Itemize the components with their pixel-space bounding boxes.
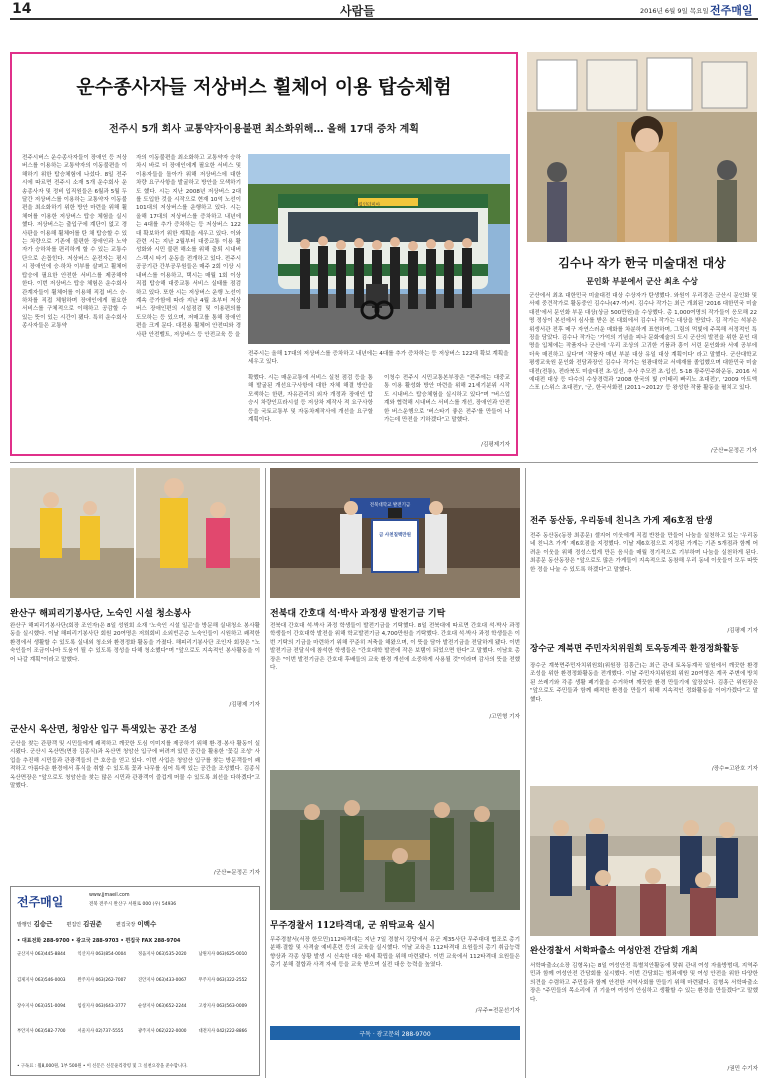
bureau-entry: 순창지사 063)652-2244 xyxy=(138,1003,187,1009)
page-number: 14 xyxy=(12,1,32,17)
bureau-grid xyxy=(17,951,255,1051)
jangsu-body: 장수군 계북면주민자치위원회(위원장 김흥근)는 최근 관내 토옥동계곡 일원에서 깨끗한 환경조성을 위한 환경정화활동을 전개했다. 이날 주민자치위원회 위원 20여명은 계곡 주변에 방치된 쓰레기와 각종 생활 폐기물을 수거하며 깨끗한 환경 만들기에 앞장섰다. 김흥근 위원장은 "앞으로도 주민들과 함께 쾌적한 환경을 만들기 위해 지속적인 정화활동을 이어가겠다"고 말했다. xyxy=(530,663,758,703)
publisher-name: 김승근 xyxy=(33,920,53,928)
bureau-entry: 김제지사 063)546-0003 xyxy=(17,977,66,983)
lead-byline: /김평제기자 xyxy=(481,442,510,448)
seohak-photo xyxy=(530,786,758,936)
military-body: 무주경찰서(서장 한모민)112타격대는 지난 7일 경찰서 강당에서 유군 제35사단 무주대대 협조로 총기 분해·결합 및 사격술 예비훈련 등의 교육을 실시했다. 이날 교육은 112타격대 요원들의 총기 취급능력 향상과 각종 상황 발생 시 신속한 대응 태세 확립을 위해 마련됐다. 이번 교육에서 112타격대 요원들은 총기 분해 결합과 사격 자세 등을 교육 받으며 실전 대응 능력을 높였다. xyxy=(270,937,520,969)
masthead-site: www.jjmaeil.com xyxy=(89,893,130,898)
bureau-entry: 대전지사 042)222-8866 xyxy=(198,1029,248,1035)
jangsu-byline: /장수=고완호 기자 xyxy=(711,766,758,772)
shop-title: 전주 동산동, 우리동네 친니츠 가게 제6호점 탄생 xyxy=(530,516,713,526)
gunsan-byline: /군산=문정곤 기자 xyxy=(213,870,260,876)
section-name: 사람들 xyxy=(340,4,375,18)
jbnu-banner-sub: 금 사천칠백만원 xyxy=(379,533,411,538)
gunsan-title: 군산시 옥산면, 청암산 입구 특색있는 공간 조성 xyxy=(10,725,198,735)
page-header xyxy=(10,0,758,20)
subscribe-text: 구독 · 광고문의 288-9700 xyxy=(359,1031,431,1038)
chief-name: 이백수 xyxy=(137,920,157,928)
editor-name: 김권준 xyxy=(83,920,102,928)
volunteer-body: 완산구 해피리기봉사단(회장 조인자)은 8일 성원회 소재 '노숙인 시설 일곤'을 방문해 실내청소 봉사활동을 실시했다. 이날 해피리기봉사단 회원 20여명은 저희회비 소외빈곤층 노숙인들이 시원하고 쾌적한 환경에서 생활할 수 있도록 실내외 청소와 환경정화 활동을 가졌다. 해피리기봉사단 조인자 회장은 "노숙인들이 조금이나마 도움이 될 수 있도록 정성을 다해 청소했다"며 "앞으로도 지속적인 봉사활동을 이어 나갈 계획"이라고 말했다. xyxy=(10,623,260,663)
jbnu-banner-text: 전북대학교 발전기금 xyxy=(369,503,411,508)
lead-subtitle: 전주시 5개 회사 교통약자이용불편 최소화위해… 올해 17대 증차 계획 xyxy=(109,124,419,135)
rule-v2 xyxy=(525,468,526,1078)
rule-h1 xyxy=(10,462,758,463)
volunteer-byline: /김평제 기자 xyxy=(229,702,260,708)
jbnu-photo xyxy=(270,468,520,598)
volunteer-photo xyxy=(10,468,260,598)
lead-title: 운수종사자들 저상버스 휠체어 이용 탑승체험 xyxy=(76,76,452,98)
bureau-entry: 익산지사 063)854-0004 xyxy=(77,952,127,957)
seohak-title: 완산경찰서 서학파출소 여성안전 간담회 개최 xyxy=(530,946,698,956)
jangsu-title: 장수군 계북면 주민자치위원회 토옥동계곡 환경정화활동 xyxy=(530,644,739,654)
seohak-byline: /권민 수기자 xyxy=(727,1066,758,1072)
art-title: 김수나 작가 한국 미술대전 대상 xyxy=(558,256,726,270)
bureau-entry: 부안지사 063)582-7700 xyxy=(17,1029,66,1035)
lead-col-1: 전주시버스 운수종사자들이 장애인 등 저상버스를 이용하는 교통약자의 이동불편을 이해하기 위한 탑승체험에 나섰다. 8일 전주시에 따르면 전주시 소재 5개 운수회사 운송종사자 및 정비 입직원들은 6월과 5월 두 달간 저상버스를 이용하는 교통약자 이동불편을 최소화하기 위한 방안 마련을 위해 휠체어를 이용한 저상버스 탑승 체험을 실시했다. 저상버스는 출입구에 계단이 없고 경사판을 이용해 휠체어를 탄 채 탑승할 수 있는 차량으로 기존에 불편한 장애인과 노약자가 승하차를 편리하게 할 수 있는 교통수단으로 손꼽힌다. 저상버스 운전자는 평시 시 장애인에 승·하차 이부를 살펴고 휠체어 탑승에 필요한 안전한 서비스를 제공해야 한다. 이번 저상버스 탑승 체험은 운수회사 관계자들이 휠체어를 이용해 직접 버스 승·하차를 직접 체험하며 장애인에게 필요한 서비스를 구체적으로 이해하고 공감할 수 있는 뜻이 있는 시간이 됐다. 특히 운수회사 종사자들은 교통약 xyxy=(22,155,127,330)
jbnu-byline: /고민형 기자 xyxy=(489,714,520,720)
issue-date: 2016년 6월 9일 목요일 xyxy=(640,7,709,15)
masthead-staff xyxy=(17,919,255,933)
paper-name: 전주매일 xyxy=(710,4,753,17)
military-title: 무주경찰서 112타격대, 군 위탁교육 실시 xyxy=(270,921,435,931)
military-photo xyxy=(270,770,520,910)
subscribe-bar xyxy=(270,1026,520,1040)
bureau-entry: 고창지사 063)563-0009 xyxy=(198,1003,248,1009)
bureau-entry: 군산지사 063)445-8844 xyxy=(17,952,66,957)
bureau-entry: 장수지사 063)351-0094 xyxy=(17,1003,66,1009)
jbnu-body: 전북대 간호대 석·박사 과정 학생들이 발전기금을 기탁했다. 8일 전북대에 따르면 간호대 석·박사 과정 학생들이 간호대학 발전을 위해 학교발전기금 4,700만원을 기탁했다. 간호대 석·박사 과정 학생들은 이번 기탁의 기금을 마련하기 위해 꾸준히 저축을 해왔으며, 이 뜻을 담아 발전기금을 전달하게 됐다. 이번 발전기금 전달식에 참석한 학생들은 "간호대학 발전에 작은 보탬이 되었으면 한다"고 말했다. 이남호 총장은 "이번 발전기금은 간호대 후배들의 교육 환경 개선에 소중하게 사용될 것"이라며 감사의 뜻을 전했다. xyxy=(270,623,520,672)
lead-article xyxy=(10,52,518,456)
art-byline: /군산=문정곤 기자 xyxy=(710,448,757,454)
bureau-entry: 완주지사 063)262-7007 xyxy=(77,977,127,983)
masthead-box xyxy=(10,886,260,1076)
bureau-entry: 임실지사 063)643-3777 xyxy=(77,1003,127,1009)
jbnu-title: 전북대 간호대 석·박사 과정생 발전기금 기탁 xyxy=(270,609,446,619)
lead-col-2: 자의 이동불편을 최소화하고 교통약자 승하차시 바로 더 장애인에게 필요한 서비스 및 이용자들을 돌아가 위해 저상버스에 대한 차량 요구사항을 발굴하고 방안을 모색하기도 했다. 시는 지난 2008년 저상버스 2대를 도입한 것을 시작으로 현재 10억 노선이 101대의 저상버스를 운행하고 있다. 시는 올해 17대의 저상버스를 증차하고 내년에는 4대를 추가 증차하는 등 저상버스 122대 확보하기 위한 계획을 세우고 있다. 이와 관련 시는 지난 2월부터 대중교통 이용 활성화와 시민 불편 해소를 위해 출퇴 시내버스·택시 타기 운동을 전개하고 있다. 전주시 공공기관 간부공무원들은 매주 2회 이상 시내버스를 이용하고, 택시는 매월 1회 이상 직접 탑승해 대중교통 서비스 실태를 점검하고 있다. 또한 시는 저상버스 운행 노선이 계속 증가함에 따라 지난 4월 초부터 저상버스 장애인편의 시설점검 및 이용편의를 도모하는 등 있으며, 저매고를 통해 장애인편을 크게 문다. 대전용 휠체어 안전띠와 경사판 안전벨트, 저상버스 등 안전교육 등 을 xyxy=(136,155,241,338)
bureau-entry: 정읍지사 063)535-2020 xyxy=(138,952,187,957)
art-subtitle: 문인화 부분에서 군산 최초 수상 xyxy=(586,277,698,286)
art-body: 군산에서 최초 대한민국 미술대전 대상 수상자가 탄생했다. 와원이 우리경은 군산시 문인화 및 서예 중견작가로 활동중인 김수나(47·여)씨. 김수나 작가는 최근 개최된 '2016 대한민국 미술대전'에서 문인화 부문 대상(상금 500만원)을 수상했다. 총 1,000여명의 작가들이 응모해 22명 정상이 본선에서 심사를 받은 본 대회에서 김수나 작가는 대상을 받았다. 김 작가는 석봉은 위생서관 전후 메구 자연스러운 매화를 차분하게 표현하며, 그림의 먹빛에 주목해 서정적인 특징을 담았다. 김수나 작가는 '가억의 기념을 피나 문화예술의 도시 군산의 발전을 위한 문인 대명을 입체에는 작품자나 군산에 '우리 조상의 고귀한 기품과 흥이 서린 문인화와 서예 공부에 더욱 매진하고 싶다'며 '작품자 매년 부분 대상 유일 대상 계획이다' 라고 말했다. 군산대학교 평생교육원 문인화 전담과장인 김수나 작가는 원광대학교 서예재를 졸업했으며 대한민국 미술대전(전통), 전라북도 미술대전 초·입선, 추사 추모전 초·입선, 5·18 광주민주화운동, 2016 서예대전 대상 등 다수의 수상경력과 '2008 한국의 빛 (이태리 빠리노 초대전)', '2009 아트엑스포 (스위스 초대전)', '군, 한국서화전 (2011~2012)' 등 왕성한 작품 활동을 펼치고 있다. xyxy=(529,293,757,392)
bureau-entry: 진안지사 063)433-0067 xyxy=(138,977,187,983)
military-byline: /무주=전문선기자 xyxy=(475,1008,520,1014)
seohak-body: 서학파출소(소장 김형옥)는 8일 여성안전 특별치안활동에 맞춰 관내 여성 자율방범대, 지역주민과 함께 여성안전 간담회를 실시했다. 이번 간담회는 범죄예방 및 여성 안전을 위한 다양한 의견을 수렴하고 주민들과 함께 안전한 지역사회를 만들기 위해 마련됐다. 김형옥 서학파출소장은 "주민들의 목소리에 귀 기울여 여성이 안심하고 생활할 수 있는 환경을 만들겠다"고 말했다. xyxy=(530,963,758,1003)
bureau-entry: 남원지사 063)625-0010 xyxy=(198,952,248,957)
lead-photo-caption: 전주시는 올해 17대의 저상버스를 증차하고 내년에는 4대를 추가 증차하는 등 저상버스 122대 확보 계획을 세우고 있다. xyxy=(248,351,509,366)
masthead-address: 전북 전주시 완산구 서원로 000 (우) 54936 xyxy=(89,902,177,907)
lead-col-3: 확했다. 시는 매운교통에 서비스 실천 점검 등을 통해 발굴된 개선요구사항에 대한 자체 해결 방안을 모색하는 한편, 자유관리의 외자 개정과 장애인 탑승시 차량인프라시설 등 저상차 제작사 적 요구사항 등을 국토교통부 및 자동차제작사에 개선을 요구할 계획이다. xyxy=(248,375,373,424)
bureau-entry: 서울지사 02)737-5555 xyxy=(77,1029,124,1035)
art-photo xyxy=(527,52,757,242)
bureau-entry: 광주지사 062)222-0000 xyxy=(138,1029,187,1035)
volunteer-title: 완산구 해피리기봉사단, 노숙인 시설 청소봉사 xyxy=(10,609,191,619)
shop-byline: /김평제 기자 xyxy=(727,628,758,634)
lead-col-4: 이청수 전주시 시민교통본부장은 "전주에는 대중교통 이용 활성화 방안 마련을 위해 21세기분위 시작도 시내버스 탑승체험을 실시하고 있다"며 "버스업계와 협력해 시내버스 서비스를 개선, 장애인과 안전한 버스운행으로 '버스타기 좋은 전주'를 만들어 나가는데 만전을 기하겠다"고 말했다. xyxy=(384,375,510,424)
shop-body: 전주 동산동(동장 최종문) 셀지어 이웃에게 직접 반찬을 만들어 나눔을 실천하고 있는 '우리동네 친니츠 가게' 제6호점을 지정했다. 이날 제6호점으로 지정된 가게는 기존 5개점과 함께 어려운 이웃을 위해 정성스럽게 만든 음식을 매월 정기적으로 기부하며 나눔을 실천하게 된다. 최종문 동산동장은 "앞으로도 많은 가게들이 지속적으로 동참해 우리 동네 이웃들이 모두 따뜻한 정을 나눌 수 있도록 하겠다"고 말했다. xyxy=(530,533,758,573)
masthead-logo: 전주매일 xyxy=(17,895,64,909)
rule-v1 xyxy=(265,468,266,1078)
masthead-contact: • 대표전화 288-9700 • 광고국 288-9703 • 편집국 FAX 288-9704 xyxy=(17,938,181,944)
bureau-entry: 무주지사 063)322-2552 xyxy=(198,977,248,983)
publisher-label: 발행인 xyxy=(17,922,32,928)
editor-label: 편집인 xyxy=(66,922,81,928)
bus-sign-text: 독립인터미아 xyxy=(354,203,381,208)
lead-photo-bus xyxy=(248,154,510,344)
chief-label: 편집국장 xyxy=(116,922,136,928)
gunsan-body: 군산을 찾는 관광객 및 시민들에게 쾌적하고 깨끗한 도심 이미지를 제공하기 위해 환·경·봉사 활동이 실시됐다. 군산시 옥산면(면장 김종식)과 옥산면 청암산 입구에 버려져 있던 공간을 활용한 '꽃길 조성' 사업을 추진해 시민들과 관광객들의 큰 호응을 얻고 있다. 이번 사업은 청암산 입구를 찾는 방문객들이 쾌적하고 아름다운 환경에서 휴식을 취할 수 있도록 꽃과 나무를 심어 특색 있는 공간을 조성했다. 김종식 옥산면장은 "앞으로도 청암산을 찾는 많은 시민과 관광객이 즐겁게 머물 수 있도록 최선을 다하겠다"고 말했다. xyxy=(10,741,260,790)
masthead-footer: • 구독료 : 월8,000원, 1부 500원 • 이 신문은 신문윤리강령 및 그 실천요강을 준수합니다. xyxy=(17,1064,188,1069)
